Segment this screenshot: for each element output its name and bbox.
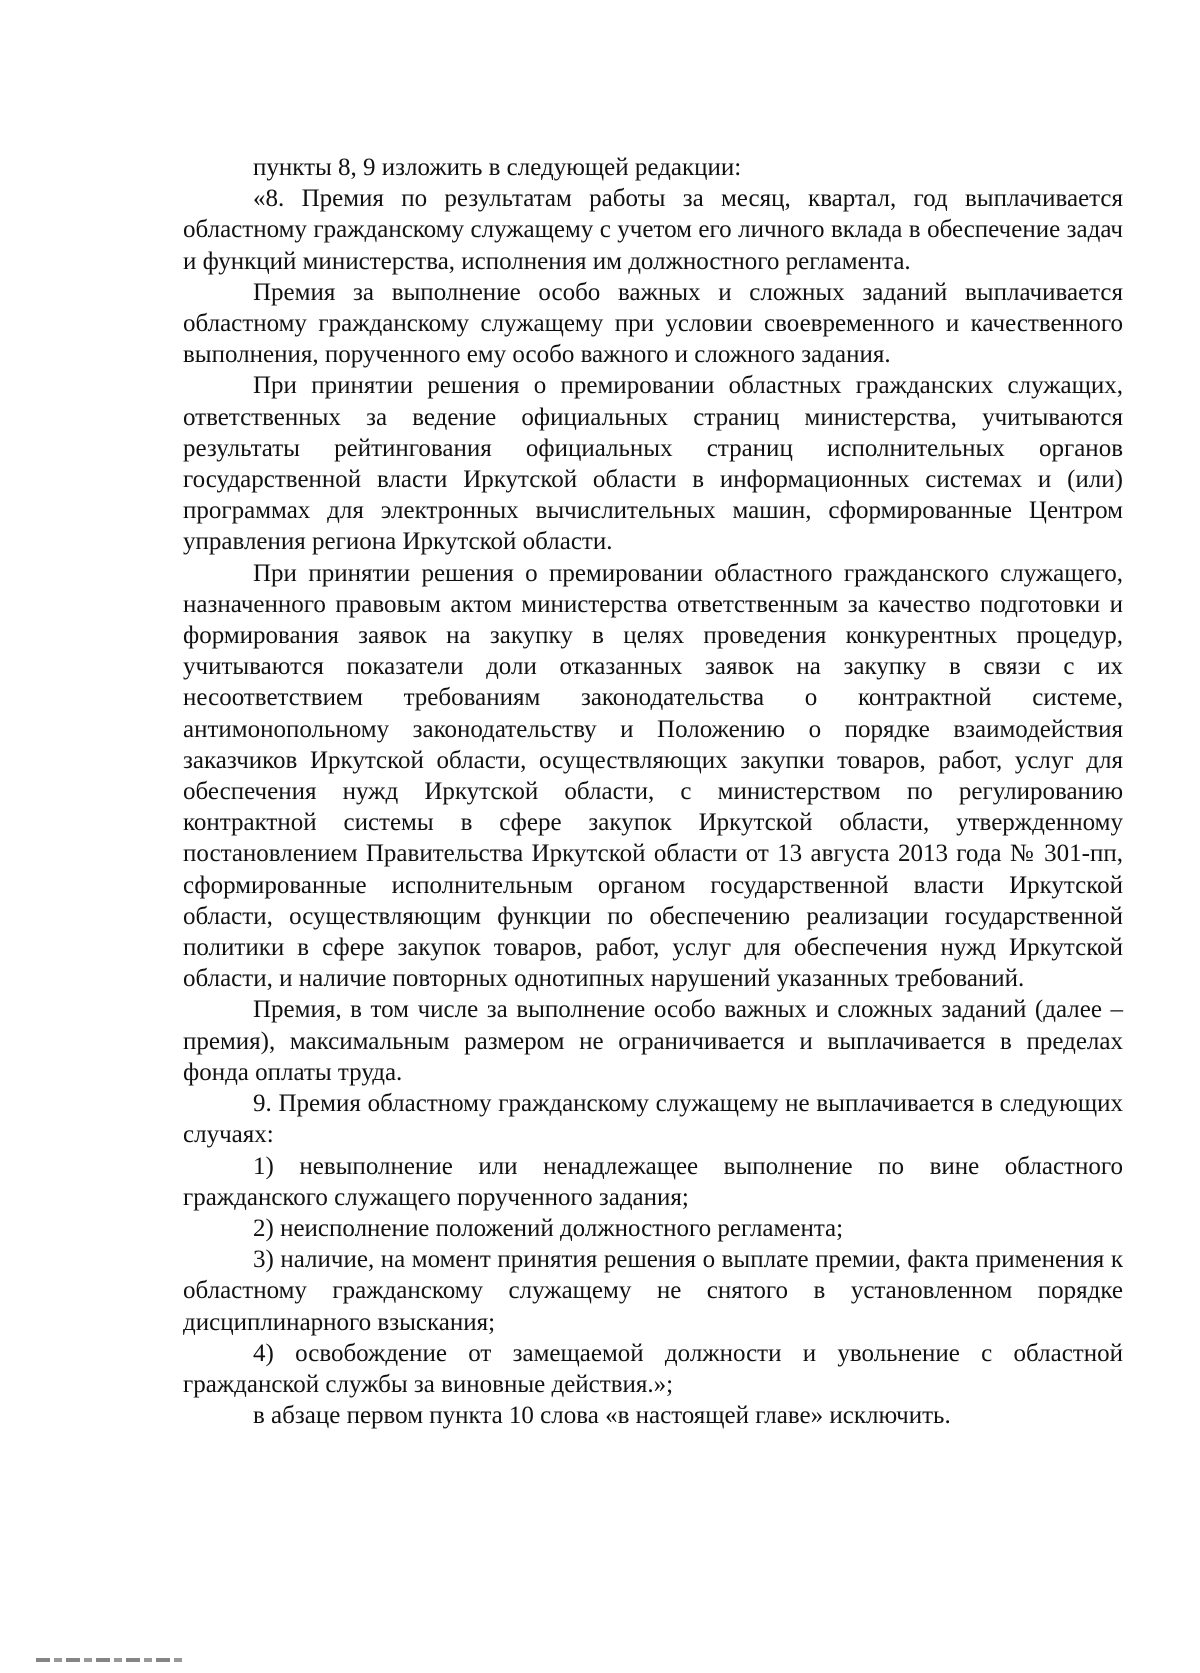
paragraph-item-10: в абзаце первом пункта 10 слова «в настоящей главе» исключить. — [253, 1402, 951, 1430]
scan-artifact — [36, 1658, 186, 1662]
paragraph-item-8: «8. Премия по результатам работы за месяц, квартал, год выплачивается областному гражданскому служащему с учетом его личного вклада в обеспечение задач и функций министерства, исполнения им должностного регламента. — [183, 185, 1123, 275]
paragraph-intro: пункты 8, 9 изложить в следующей редакции: — [253, 154, 742, 181]
paragraph-procurement: При принятии решения о премировании областного гражданского служащего, назначенного правовым актом министерства ответственным за качество подготовки и формирования заявок на закупку в целях проведения конкурентных процедур, учитываются показатели доли отказанных заявок на закупку в связи с их несоответствием требованиям законодательства о контрактной системе, антимонопольному законодательству и Положению о порядке взаимодействия заказчиков Иркутской области, осуществляющих закупки товаров, работ, услуг для обеспечения нужд Иркутской области, с министерством по регулированию контрактной системы в сфере закупок Иркутской области, утвержденному постановлением Правительства Иркутской области от 13 августа 2013 года № 301-пп, сформированные исполнительным органом государственной власти Иркутской области, осуществляющим функции по обеспечению реализации государственной политики в сфере закупок товаров, работ, услуг для обеспечения нужд Иркутской области, и наличие повторных однотипных нарушений указанных требований. — [183, 559, 1123, 993]
paragraph-official-pages: При принятии решения о премировании областных гражданских служащих, ответственных за ведение официальных страниц министерства, учитываются результаты рейтингования официальных страниц исполнительных органов государственной власти Иркутской области в информационных системах и (или) программах для электронных вычислительных машин, сформированные Центром управления региона Иркутской области. — [183, 372, 1123, 556]
paragraph-item-9: 9. Премия областному гражданскому служащему не выплачивается в следующих случаях: — [183, 1090, 1123, 1149]
list-item-3: 3) наличие, на момент принятия решения о выплате премии, факта применения к областному гражданскому служащему не снятого в установленном порядке дисциплинарного взыскания; — [183, 1246, 1123, 1336]
list-item-4: 4) освобождение от замещаемой должности и увольнение с областной гражданской службы за виновные действия.»; — [183, 1339, 1123, 1398]
document-body — [183, 152, 1123, 1431]
paragraph-special-tasks: Премия за выполнение особо важных и сложных заданий выплачивается областному гражданскому служащему при условии своевременного и качественного выполнения, порученного ему особо важного и сложного задания. — [183, 278, 1123, 369]
list-item-1: 1) невыполнение или ненадлежащее выполнение по вине областного гражданского служащего порученного задания; — [183, 1152, 1123, 1211]
list-item-2: 2) неисполнение положений должностного регламента; — [253, 1214, 844, 1242]
paragraph-bonus-limit: Премия, в том числе за выполнение особо важных и сложных заданий (далее – премия), максимальным размером не ограничивается и выплачивается в пределах фонда оплаты труда. — [183, 996, 1123, 1086]
